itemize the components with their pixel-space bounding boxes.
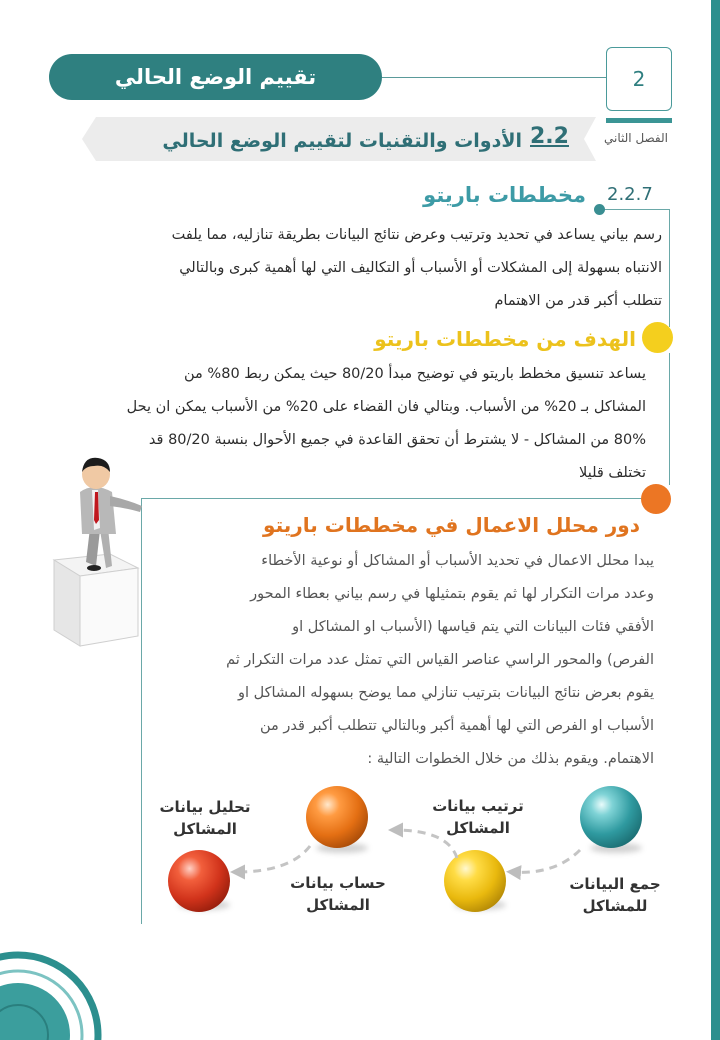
goal-line: تختلف قليلا <box>579 465 646 481</box>
step-label-line: المشاكل <box>306 896 370 914</box>
step-label-analyze <box>145 796 265 840</box>
role-line: يقوم بعرض نتائج البيانات بترتيب تنازلي مما يوضح بسهوله المشاكل او <box>237 685 654 701</box>
subsection-connector <box>599 209 670 210</box>
role-line: الاهتمام. ويقوم بذلك من خلال الخطوات التالية : <box>367 751 654 767</box>
role-title: دور محلل الاعمال في مخططات باريتو <box>263 513 640 537</box>
role-line: الفرص) والمحور الراسي عناصر القياس التي تمثل عدد مرات التكرار ثم <box>226 652 654 668</box>
goal-line: 80% من المشاكل - لا يشترط أن تحقق القاعدة في جميع الأحوال بنسبة 80/20 قد <box>148 432 646 448</box>
role-line: يبدا محلل الاعمال في تحديد الأسباب أو المشاكل أو نوعية الأخطاء <box>261 553 654 569</box>
chapter-label: الفصل الثاني <box>604 131 668 145</box>
subsection-title: مخططات باريتو <box>423 183 586 207</box>
goal-line: المشاكل بـ 20% من الأسباب. وبتالي فان القضاء على 20% من الأسباب يمكن ان يحل <box>126 399 646 415</box>
section-number: 2.2 <box>530 124 569 149</box>
decorative-rings <box>0 935 110 1040</box>
role-dot <box>641 484 671 514</box>
header-connector-line <box>382 77 608 78</box>
step-label-line: للمشاكل <box>582 897 648 915</box>
goal-title: الهدف من مخططات باريتو <box>374 327 636 351</box>
role-line: وعدد مرات التكرار لها ثم يقوم بتمثيلها في رسم بياني بعطاء المحور <box>250 586 654 602</box>
header-title: تقييم الوضع الحالي <box>49 54 382 100</box>
step-label-line: المشاكل <box>446 819 510 837</box>
step-label-line: ترتيب بيانات <box>432 797 524 815</box>
analyst-figure-illustration <box>50 450 170 650</box>
right-guide-line-2 <box>669 353 670 485</box>
page-edge-bar <box>711 0 720 1040</box>
intro-paragraph <box>57 219 662 318</box>
right-guide-line <box>669 209 670 327</box>
step-label-line: المشاكل <box>173 820 237 838</box>
role-top-line <box>141 498 642 499</box>
arrow-collect-to-sort <box>512 850 580 872</box>
page-number-underline <box>606 118 672 123</box>
subsection-number: 2.2.7 <box>607 184 653 205</box>
step-label-sort <box>418 795 538 839</box>
step-label-collect <box>555 873 675 917</box>
step-label-line: حساب بيانات <box>290 874 386 892</box>
arrow-calculate-to-analyze <box>236 846 310 872</box>
intro-line: تتطلب أكبر قدر من الاهتمام <box>494 293 662 309</box>
role-line: الأسباب او الفرص التي لها أهمية أكبر وبالتالي تتطلب أكبر قدر من <box>259 718 654 734</box>
intro-line: الانتباه بسهولة إلى المشكلات أو الأسباب أو التكاليف التي لها أهمية كبرى وبالتالي <box>179 260 662 276</box>
goal-dot <box>642 322 673 353</box>
subsection-dot <box>594 204 605 215</box>
step-label-line: تحليل بيانات <box>159 798 251 816</box>
section-title: الأدوات والتقنيات لتقييم الوضع الحالي <box>162 130 522 152</box>
page-number: 2 <box>606 47 672 111</box>
goal-line: يساعد تنسيق مخطط باريتو في توضيح مبدأ 80/20 حيث يمكن ربط 80% من <box>184 366 646 382</box>
role-line: الأفقي فئات البيانات التي يتم قياسها (الأسباب او المشاكل او <box>292 619 654 635</box>
step-label-calculate <box>278 872 398 916</box>
role-paragraph <box>146 545 654 776</box>
step-label-line: جمع البيانات <box>569 875 661 893</box>
intro-line: رسم بياني يساعد في تحديد وترتيب وعرض نتائج البيانات بطريقة تنازليه، مما يلفت <box>171 227 662 243</box>
